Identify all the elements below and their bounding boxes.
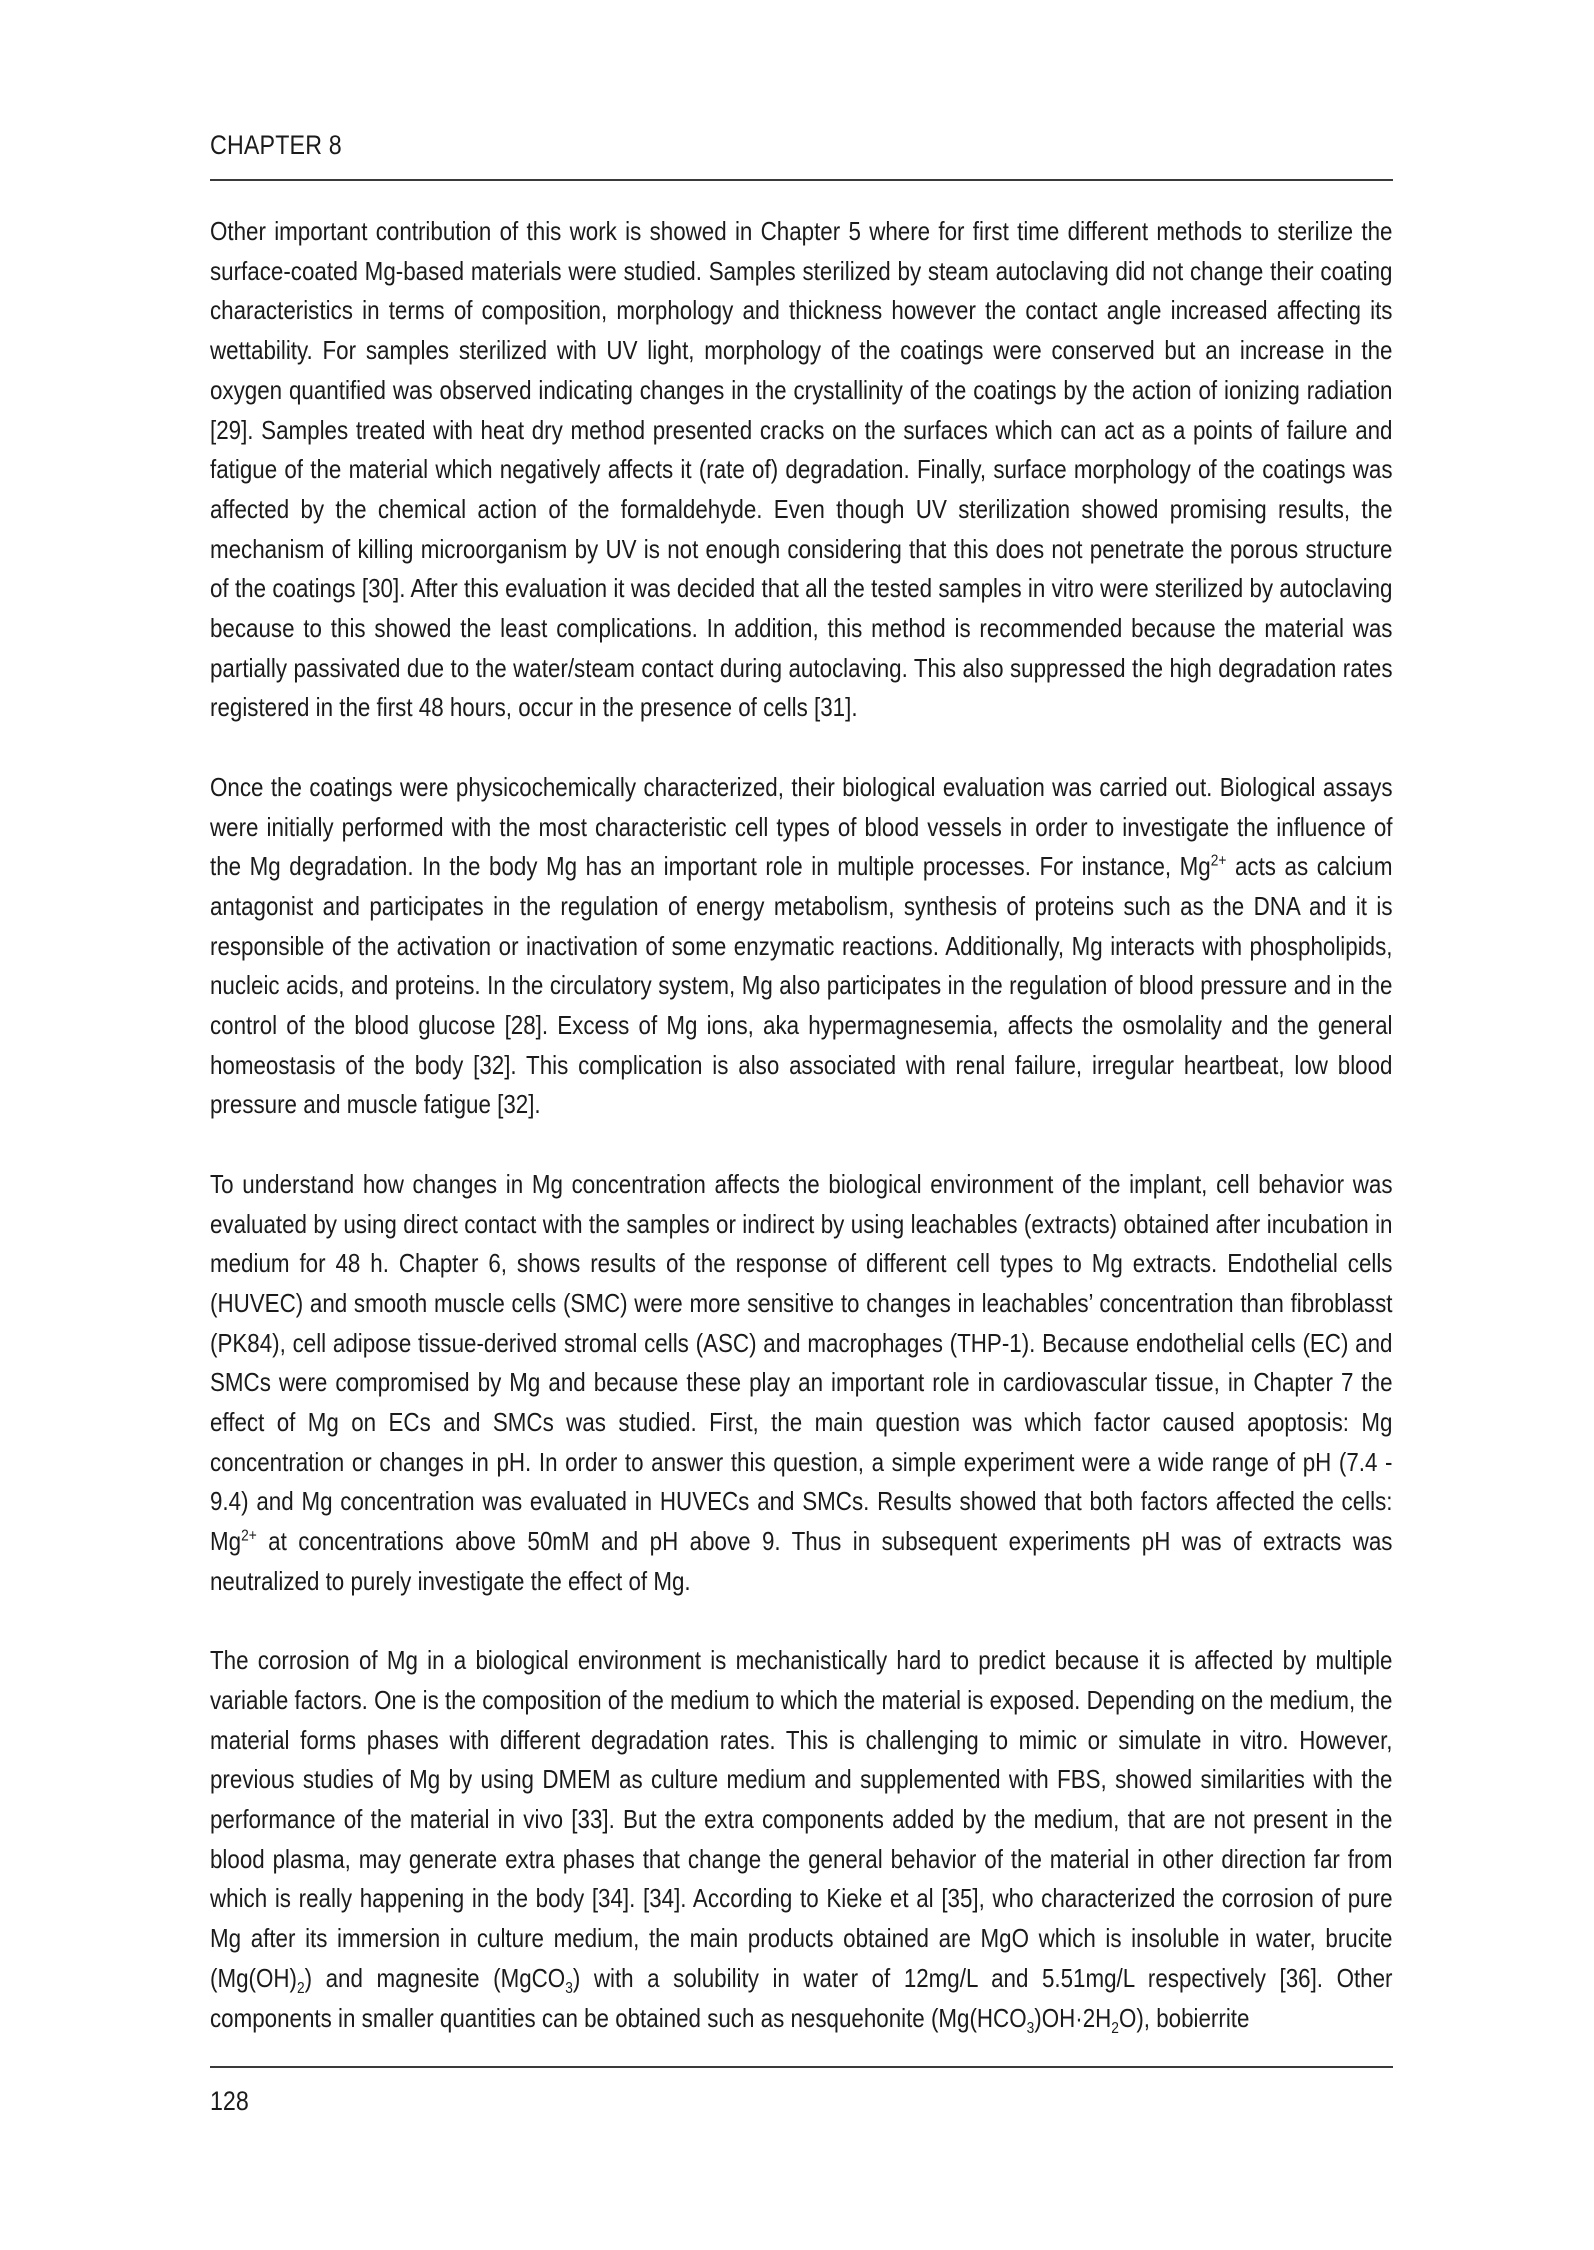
text-segment: Other important contribution of this work is showed in Chapter 5 where for first time different methods to sterilize the surface-coated Mg-based materials were studied. Samples sterilized by steam autoclaving did not change their coating characteristics in terms of composition, morphology and thickness however the contact angle increased affecting its wettability. For samples sterilized with UV light, morphology of the coatings were conserved but an increase in the oxygen quantified was observed indicating changes in the crystallinity of the coatings by the action of ionizing radiation [29]. Samples treated with heat dry method presented cracks on the surfaces which can act as a points of failure and fatigue of the material which negatively affects it (rate of) degradation. Finally, surface morphology of the coatings was affected by the chemical action of the formaldehyde. Even though UV sterilization showed promising results, the mechanism of killing microorganism by UV is not enough considering that this does not penetrate the porous structure of the coatings [30]. After this evaluation it was decided that all the tested samples in vitro were sterilized by autoclaving because to this showed the least complications. In addition, this method is recommended because the material was partially passivated due to the water/steam contact during autoclaving. This also suppressed the high degradation rates registered in the first 48 hours, occur in the presence of cells [31]. [210, 216, 1393, 723]
text-segment: ) with a solubility in water of 12mg/L and 5.51mg/L respectively [36]. Other components in smaller quantities can be obtained such as nesquehonite (Mg(HCO [210, 1962, 1393, 2033]
text-segment: O), bobierrite [1118, 2002, 1250, 2033]
superscript: 2+ [241, 1527, 257, 1545]
text-segment: The corrosion of Mg in a biological environment is mechanistically hard to predict because it is affected by multiple variable factors. One is the composition of the medium to which the material is exposed. Depending on the medium, the material forms phases with different degradation rates. This is challenging to mimic or simulate in vitro. However, previous studies of Mg by using DMEM as culture medium and supplemented with FBS, showed similarities with the performance of the material in vivo [33]. But the extra components added by the medium, that are not present in the blood plasma, may generate extra phases that change the general behavior of the material in other direction far from which is really happening in the body [34]. [34]. According to Kieke et al [35], who characterized the corrosion of pure Mg after its immersion in culture medium, the main products obtained are MgO which is insoluble in water, brucite (Mg(OH) [210, 1645, 1393, 1993]
subscript: 3 [565, 1980, 573, 1998]
subscript: 2 [296, 1980, 305, 1998]
footer-rule [210, 2066, 1393, 2068]
text-segment: )OH·2H [1034, 2002, 1112, 2033]
subscript: 3 [1026, 2019, 1035, 2037]
text-segment: To understand how changes in Mg concentration affects the biological environment of the implant, cell behavior was evaluated by using direct contact with the samples or indirect by using leachables (extracts) obtained after incubation in medium for 48 h. Chapter 6, shows results of the response of different cell types to Mg extracts. Endothelial cells (HUVEC) and smooth muscle cells (SMC) were more sensitive to changes in leachables’ concentration than fibroblasst (PK84), cell adipose tissue-derived stromal cells (ASC) and macrophages (THP-1). Because endothelial cells (EC) and SMCs were compromised by Mg and because these play an important role in cardiovascular tissue, in Chapter 7 the effect of Mg on ECs and SMCs was studied. First, the main question was which factor caused apoptosis: Mg concentration or changes in pH. In order to answer this question, a simple experiment were a wide range of pH (7.4 - 9.4) and Mg concentration was evaluated in HUVECs and SMCs. Results showed that both factors affected the cells: Mg [210, 1168, 1393, 1557]
paragraph-cell-behavior [210, 1165, 1393, 1602]
paragraph-sterilization [210, 212, 1393, 728]
superscript: 2+ [1210, 852, 1227, 870]
header-rule [210, 179, 1393, 181]
chapter-header: CHAPTER 8 [210, 130, 342, 160]
text-segment: Once the coatings were physicochemically characterized, their biological evaluation was carried out. Biological assays were initially performed with the most characteristic cell types of blood vessels in order to investigate the influence of the Mg degradation. In the body Mg has an important role in multiple processes. For instance, Mg [210, 771, 1393, 882]
text-segment: at concentrations above 50mM and pH above 9. Thus in subsequent experiments pH was of extracts was neutralized to purely investigate the effect of Mg. [210, 1526, 1393, 1596]
paragraph-corrosion [210, 1641, 1393, 2038]
page-number: 128 [210, 2086, 249, 2116]
subscript: 2 [1111, 2019, 1119, 2037]
text-segment: acts as calcium antagonist and participates in the regulation of energy metabolism, synthesis of proteins such as the DNA and it is responsible of the activation or inactivation of some enzymatic reactions. Additionally, Mg interacts with phospholipids, nucleic acids, and proteins. In the circulatory system, Mg also participates in the regulation of blood pressure and in the control of the blood glucose [28]. Excess of Mg ions, aka hypermagnesemia, affects the osmolality and the general homeostasis of the body [32]. This complication is also associated with renal failure, irregular heartbeat, low blood pressure and muscle fatigue [32]. [210, 851, 1393, 1120]
paragraph-biological-evaluation [210, 768, 1393, 1125]
text-segment: ) and magnesite (MgCO [304, 1962, 566, 1993]
body-text [210, 212, 1393, 2038]
